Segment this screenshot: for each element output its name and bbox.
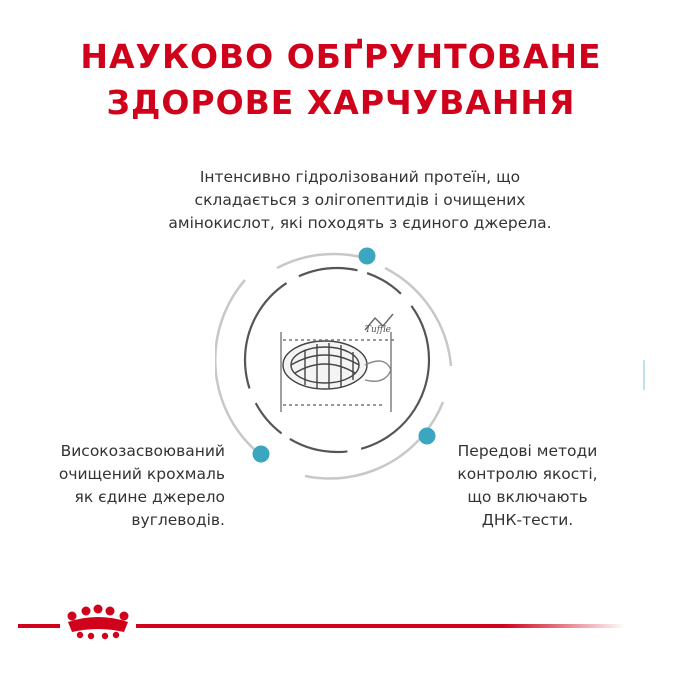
outer-ring-arc-left — [215, 280, 255, 450]
title-line-2: ЗДОРОВЕ ХАРЧУВАННЯ — [106, 83, 576, 122]
footer-line-left — [18, 624, 60, 628]
outer-ring-arc-top — [277, 254, 365, 268]
page-title — [0, 34, 682, 126]
benefit-protein-line-2: складається з олігопептидів і очищених — [194, 191, 526, 209]
edge-marker — [643, 360, 645, 390]
teal-dot-left — [253, 446, 270, 463]
benefit-quality-line-1: Передові методи — [457, 442, 598, 460]
benefit-quality-line-4: ДНК-тести. — [481, 511, 574, 529]
benefit-protein-line-3: амінокислот, які походять з єдиного джерела. — [168, 214, 552, 232]
teal-dot-right — [419, 428, 436, 445]
footer-brand-bar — [0, 600, 682, 640]
benefit-starch-line-1: Високозасвоюваний — [60, 442, 225, 460]
benefit-starch-line-4: вуглеводів. — [131, 511, 225, 529]
benefit-starch-line-3: як єдине джерело — [74, 488, 225, 506]
benefit-protein — [150, 166, 570, 235]
benefit-starch — [20, 440, 225, 532]
benefit-protein-line-1: Інтенсивно гідролізований протеїн, що — [199, 168, 521, 186]
teal-dot-top — [359, 248, 376, 265]
crown-logo-icon — [68, 605, 129, 640]
benefit-starch-line-2: очищений крохмаль — [58, 465, 225, 483]
kibble-diagram — [215, 240, 455, 480]
benefit-quality-line-2: контролю якості, — [457, 465, 598, 483]
kibble-label: Tuffle — [365, 325, 391, 335]
benefit-quality-line-3: що включають — [467, 488, 588, 506]
benefit-quality — [445, 440, 610, 532]
footer-line-right — [136, 624, 626, 628]
title-line-1: НАУКОВО ОБҐРУНТОВАНЕ — [80, 37, 602, 76]
